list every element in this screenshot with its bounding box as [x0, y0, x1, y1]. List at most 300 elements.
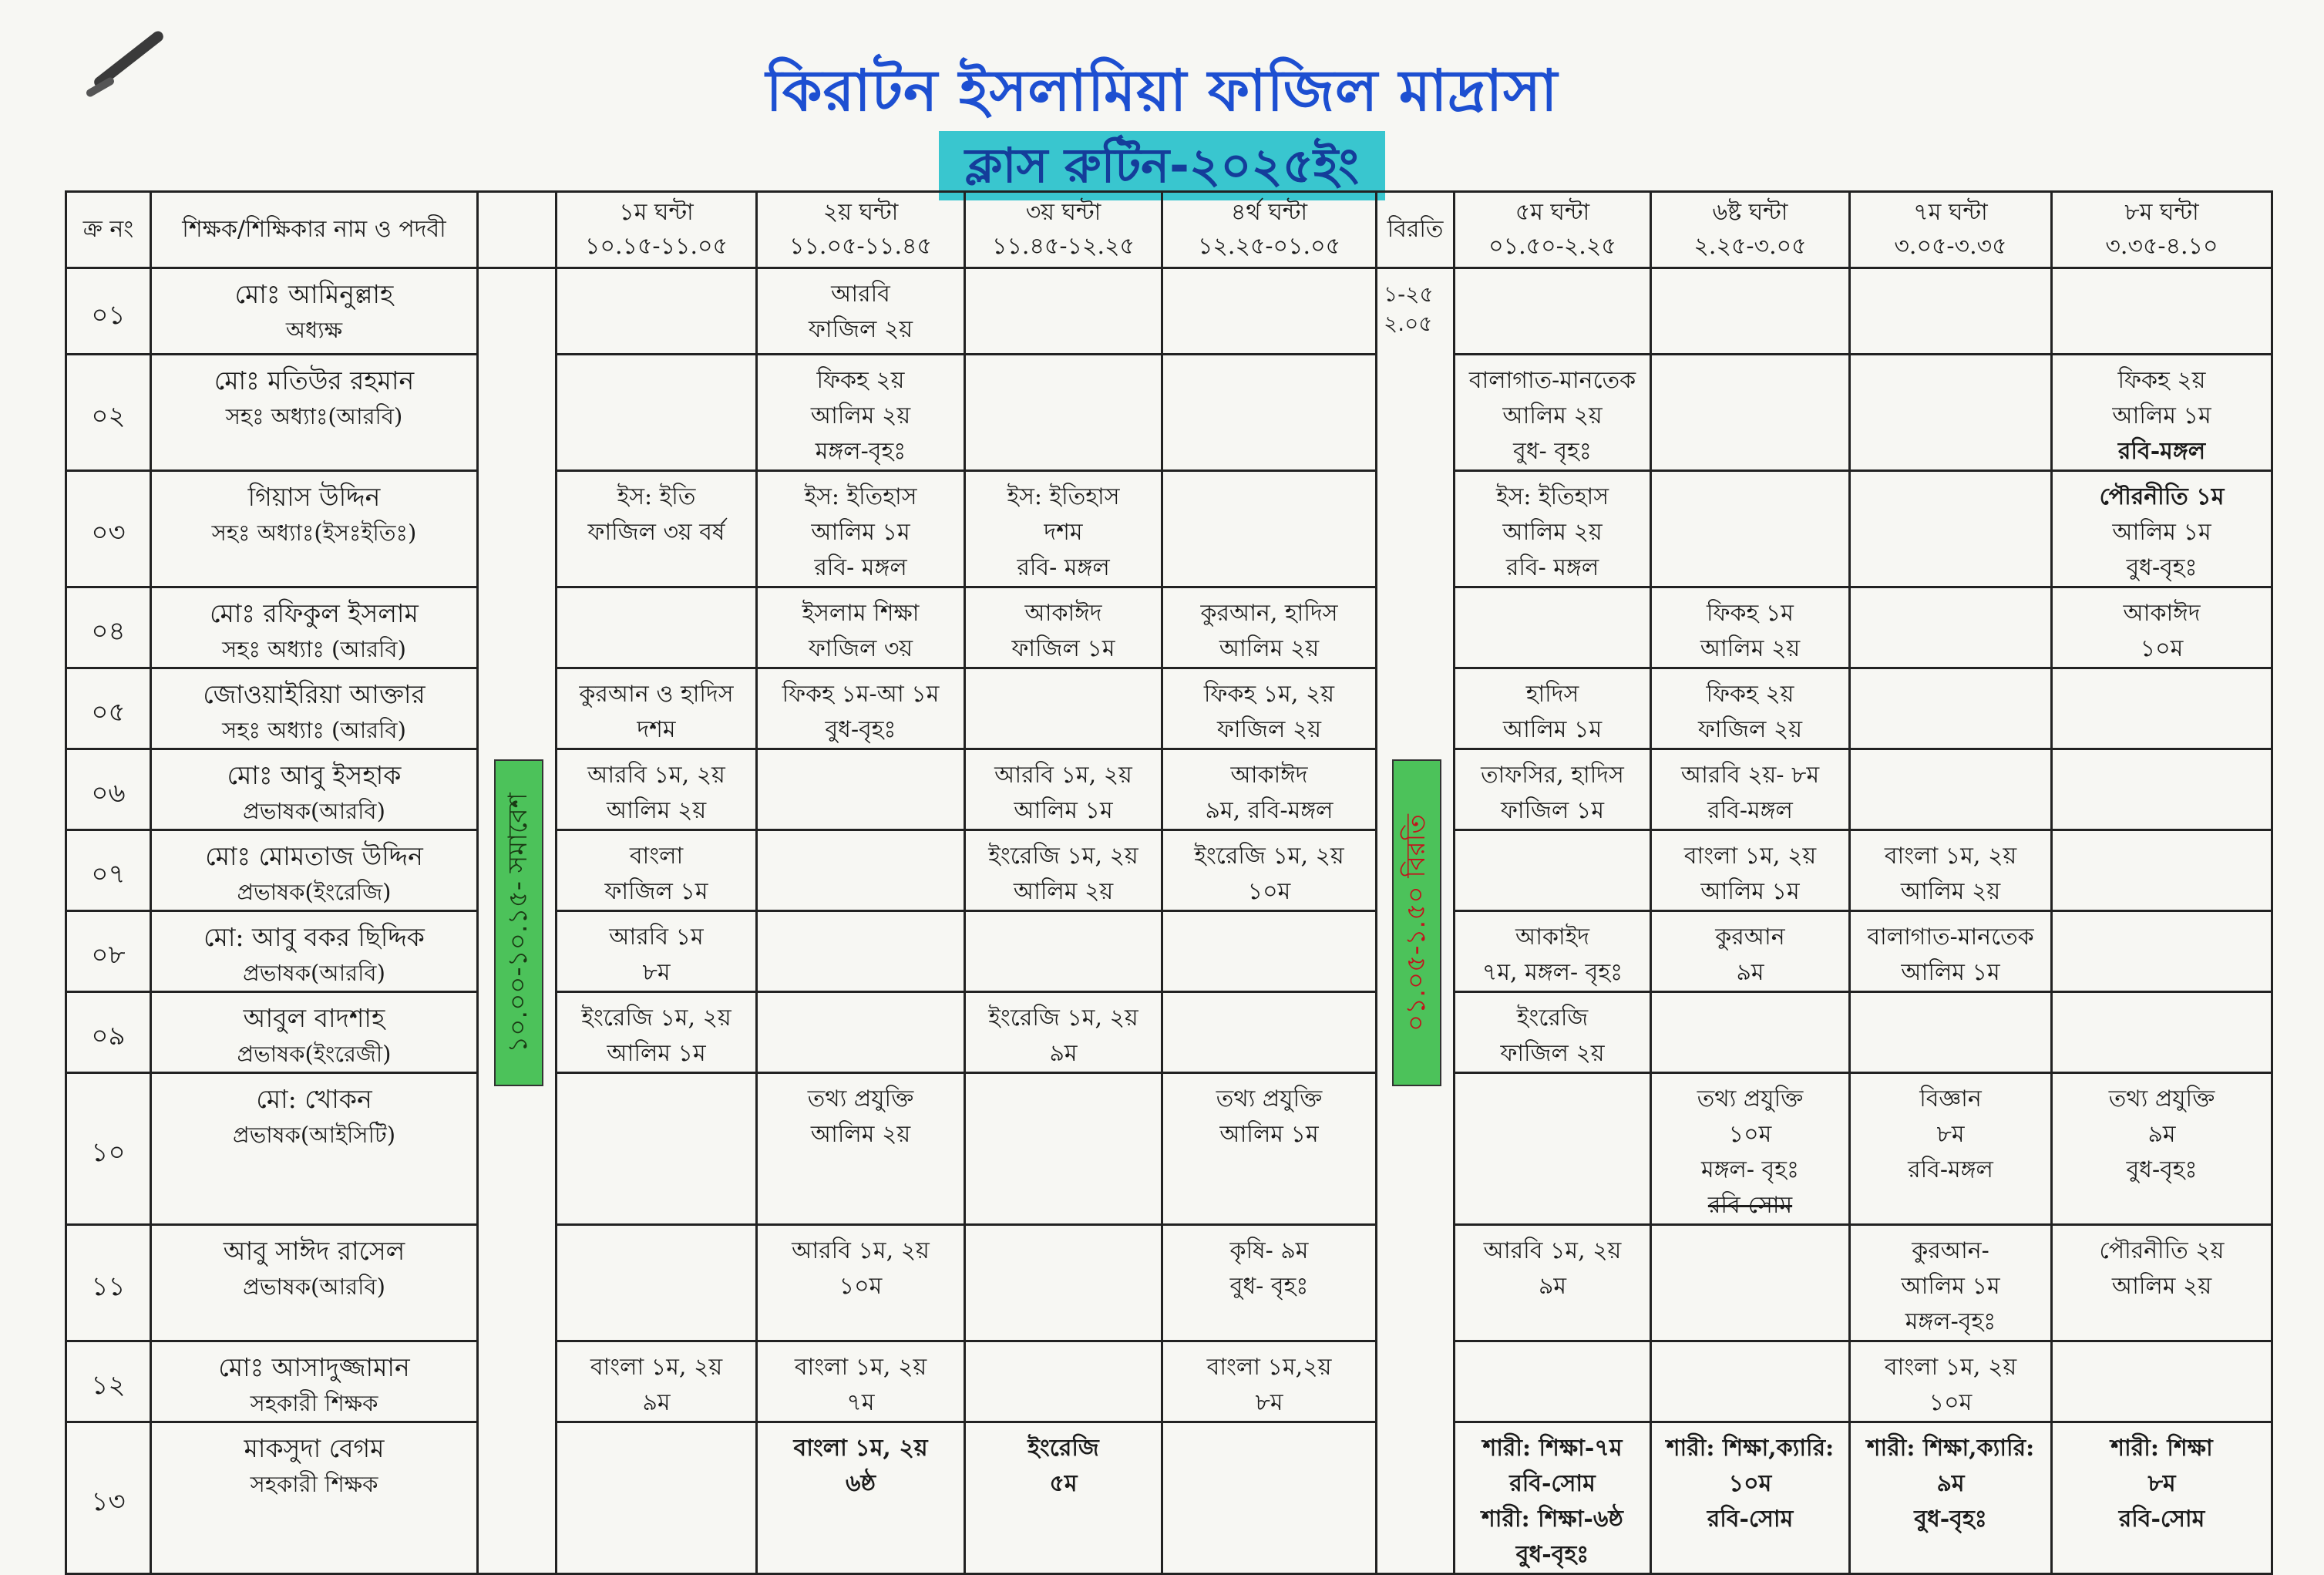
- class-routine-table: [65, 190, 2273, 1575]
- table-row: [66, 911, 2272, 992]
- table-row: [66, 355, 2272, 471]
- period-cell: [1850, 992, 2052, 1073]
- period-cell: [1162, 587, 1377, 668]
- class-entry: মঙ্গল- বৃহঃ: [1700, 1156, 1800, 1183]
- period-cell: [757, 1073, 965, 1225]
- table-row: [66, 1341, 2272, 1422]
- class-entry: ৮ম: [2147, 1470, 2176, 1497]
- class-entry: ইংরেজি ১ম, ২য়: [988, 843, 1138, 870]
- period-cell: [1162, 1422, 1377, 1574]
- serial-cell: ১২: [66, 1341, 151, 1422]
- assembly-band: ১০.০০-১০.১৫- সমাবেশ: [494, 759, 543, 1086]
- period-cell: [965, 911, 1162, 992]
- class-entry: ফাজিল ২য়: [1500, 1040, 1605, 1067]
- serial-cell: ০৭: [66, 830, 151, 911]
- period-cell: [1162, 471, 1377, 587]
- period-cell: [1162, 1341, 1377, 1422]
- period-cell: [965, 992, 1162, 1073]
- period-cell: [1651, 668, 1850, 749]
- period-cell: [1651, 911, 1850, 992]
- teacher-name: মো: আবু বকর ছিদ্দিক: [203, 922, 425, 952]
- period-cell: [965, 1073, 1162, 1225]
- period-cell: [1850, 830, 2052, 911]
- class-entry: আলিম ১ম: [607, 1040, 706, 1067]
- serial-cell: ০২: [66, 355, 151, 471]
- period-cell: [557, 911, 757, 992]
- class-entry: তথ্য প্রযুক্তি: [807, 1085, 914, 1112]
- teacher-name: গিয়াস উদ্দিন: [247, 482, 381, 512]
- period-cell: [1651, 1073, 1850, 1225]
- class-entry: ইংরেজি: [1516, 1005, 1589, 1031]
- serial-cell: ০৫: [66, 668, 151, 749]
- table-row: [66, 587, 2272, 668]
- period-cell: [965, 1341, 1162, 1422]
- teacher-cell: [151, 830, 478, 911]
- class-entry: কুরআন, হাদিস: [1200, 600, 1338, 627]
- period-cell: [557, 355, 757, 471]
- header-row: [66, 192, 2272, 268]
- class-entry: বাংলা ১ম,২য়: [1206, 1354, 1332, 1381]
- class-entry: রবি-সোম: [1707, 1192, 1793, 1219]
- teacher-designation: সহঃ অধ্যাঃ (আরবি): [222, 717, 406, 743]
- teacher-name: মাকসুদা বেগম: [244, 1433, 385, 1463]
- period-cell: [2052, 1225, 2272, 1341]
- period-header-7: ৭ম ঘন্টা ৩.০৫-৩.৩৫: [1850, 192, 2052, 268]
- class-entry: ফাজিল ১ম: [604, 878, 708, 905]
- period-cell: [1162, 1225, 1377, 1341]
- class-entry: হাদিস: [1525, 681, 1579, 708]
- class-entry: ৯ম: [1538, 1273, 1567, 1300]
- class-entry: ১০ম: [1929, 1389, 1973, 1416]
- teacher-name: আবুল বাদশাহ: [243, 1003, 385, 1033]
- class-entry: আলিম ২য়: [810, 1121, 911, 1148]
- period-cell: [965, 830, 1162, 911]
- period-cell: [1651, 1422, 1850, 1574]
- class-entry: বালাগাত-মানতেক: [1468, 367, 1636, 394]
- period-cell: [1455, 911, 1651, 992]
- period-cell: [557, 668, 757, 749]
- class-entry: ফাজিল ২য়: [808, 316, 913, 343]
- break-note-start: ১-২৫: [1384, 281, 1434, 307]
- class-entry: আলিম ১ম: [1219, 1121, 1319, 1148]
- class-entry: ফাজিল ১ম: [1500, 797, 1605, 824]
- class-entry: আরবি ২য়- ৮ম: [1680, 762, 1820, 789]
- serial-cell: ০৯: [66, 992, 151, 1073]
- class-entry: আলিম ২য়: [606, 797, 707, 824]
- period-cell: [1651, 471, 1850, 587]
- period-cell: [1455, 587, 1651, 668]
- class-entry: বাংলা ১ম, ২য়: [590, 1354, 723, 1381]
- teacher-cell: [151, 992, 478, 1073]
- period-header-1: ১ম ঘন্টা ১০.১৫-১১.০৫: [557, 192, 757, 268]
- period-cell: [1162, 992, 1377, 1073]
- period-cell: [557, 749, 757, 830]
- period-cell: [2052, 355, 2272, 471]
- class-entry: ইস: ইতিহাস: [1495, 483, 1609, 510]
- teacher-cell: [151, 1073, 478, 1225]
- class-entry: কুরআন-: [1912, 1237, 1989, 1264]
- period-cell: [2052, 830, 2272, 911]
- class-entry: বুধ-বৃহঃ: [1914, 1506, 1987, 1533]
- table-row: [66, 830, 2272, 911]
- class-entry: ৯ম: [2147, 1121, 2176, 1148]
- period-cell: [1162, 268, 1377, 355]
- period-cell: [757, 268, 965, 355]
- class-entry: শারী: শিক্ষা-৭ম: [1482, 1435, 1623, 1462]
- class-entry: ১০ম: [839, 1273, 883, 1300]
- class-entry: আলিম ২য়: [810, 402, 911, 429]
- period-cell: [757, 471, 965, 587]
- class-entry: ফিকহ ২য়: [1706, 681, 1794, 708]
- class-entry: ৯ম: [1736, 959, 1764, 986]
- class-entry: আলিম ২য়: [2111, 1273, 2212, 1300]
- period-cell: [1455, 830, 1651, 911]
- period-cell: [1651, 1225, 1850, 1341]
- routine-subtitle: ক্লাস রুটিন-২০২৫ইং: [939, 131, 1385, 200]
- class-entry: শারী: শিক্ষা,ক্যারি:: [1866, 1435, 2035, 1462]
- period-cell: [557, 992, 757, 1073]
- class-entry: বাংলা ১ম, ২য়: [1683, 843, 1817, 870]
- class-entry: রবি-সোম: [1707, 1506, 1794, 1533]
- teacher-cell: [151, 668, 478, 749]
- class-entry: ৯ম: [1936, 1470, 1965, 1497]
- period-cell: [557, 830, 757, 911]
- class-entry: ৮ম: [1255, 1389, 1283, 1416]
- period-cell: [1850, 1422, 2052, 1574]
- period-cell: [1651, 587, 1850, 668]
- teacher-cell: [151, 1341, 478, 1422]
- period-cell: [757, 992, 965, 1073]
- class-entry: ইংরেজি ১ম, ২য়: [1194, 843, 1344, 870]
- period-cell: [2052, 911, 2272, 992]
- teacher-cell: [151, 1225, 478, 1341]
- period-cell: [757, 1422, 965, 1574]
- period-header-5: ৫ম ঘন্টা ০১.৫০-২.২৫: [1455, 192, 1651, 268]
- period-cell: [757, 668, 965, 749]
- class-entry: আলিম ২য়: [1900, 878, 2001, 905]
- serial-header: ক্র নং: [66, 192, 151, 268]
- period-cell: [1455, 668, 1651, 749]
- class-entry: বুধ-বৃহঃ: [1515, 1541, 1589, 1568]
- class-entry: বাংলা ১ম, ২য়: [794, 1354, 927, 1381]
- class-entry: ৯ম: [642, 1389, 671, 1416]
- period-cell: [1651, 992, 1850, 1073]
- period-header-3: ৩য় ঘন্টা ১১.৪৫-১২.২৫: [965, 192, 1162, 268]
- table-row: [66, 668, 2272, 749]
- period-cell: [1651, 355, 1850, 471]
- break-header: বিরতি: [1377, 192, 1455, 268]
- class-entry: আলিম ১ম: [1014, 797, 1113, 824]
- class-entry: আকাঈদ: [1230, 762, 1308, 789]
- period-header-8: ৮ম ঘন্টা ৩.৩৫-৪.১০: [2052, 192, 2272, 268]
- teacher-designation: অধ্যক্ষ: [285, 317, 343, 343]
- period-cell: [2052, 1422, 2272, 1574]
- teacher-designation: সহকারী শিক্ষক: [250, 1471, 378, 1497]
- class-entry: ইস: ইতি: [617, 483, 696, 510]
- class-entry: আকাঈদ: [1024, 600, 1102, 627]
- period-cell: [757, 587, 965, 668]
- period-cell: [1455, 1225, 1651, 1341]
- period-cell: [557, 471, 757, 587]
- period-cell: [757, 911, 965, 992]
- class-entry: আলিম ১ম: [1901, 959, 2000, 986]
- period-cell: [557, 1225, 757, 1341]
- period-cell: [1651, 749, 1850, 830]
- class-entry: তথ্য প্রযুক্তি: [1697, 1085, 1804, 1112]
- class-entry: কুরআন: [1715, 924, 1785, 951]
- class-entry: ইস: ইতিহাস: [804, 483, 917, 510]
- period-cell: [1850, 749, 2052, 830]
- class-entry: বাংলা ১ম, ২য়: [793, 1435, 928, 1462]
- period-cell: [757, 830, 965, 911]
- class-entry: আরবি ১ম, ২য়: [1483, 1237, 1622, 1264]
- period-cell: [1162, 749, 1377, 830]
- assembly-column: [478, 268, 557, 1574]
- period-cell: [965, 268, 1162, 355]
- class-entry: আলিম ১ম: [2112, 519, 2211, 546]
- period-cell: [1455, 268, 1651, 355]
- class-entry: আকাঈদ: [2123, 600, 2201, 627]
- period-cell: [557, 1073, 757, 1225]
- teacher-header: শিক্ষক/শিক্ষিকার নাম ও পদবী: [151, 192, 478, 268]
- teacher-cell: [151, 749, 478, 830]
- teacher-name: জোওয়াইরিয়া আক্তার: [203, 679, 425, 709]
- class-entry: বুধ-বৃহঃ: [2126, 1156, 2198, 1183]
- class-entry: আলিম ২য়: [1219, 635, 1320, 662]
- period-cell: [1651, 1341, 1850, 1422]
- period-cell: [1850, 668, 2052, 749]
- period-cell: [1850, 1073, 2052, 1225]
- class-entry: রবি- মঙ্গল: [1017, 554, 1110, 581]
- teacher-name: মোঃ রফিকুল ইসলাম: [210, 598, 419, 628]
- teacher-designation: সহঃ অধ্যাঃ(আরবি): [225, 403, 403, 429]
- period-cell: [1850, 1225, 2052, 1341]
- teacher-cell: [151, 587, 478, 668]
- class-entry: কৃষি- ৯ম: [1229, 1237, 1309, 1264]
- break-band: ০১.০৫-১.৫০ বিরতি: [1392, 759, 1441, 1086]
- class-entry: ফিকহ ২য়: [2117, 367, 2206, 394]
- class-entry: আলিম ১ম: [811, 519, 910, 546]
- period-cell: [1162, 668, 1377, 749]
- period-cell: [1455, 992, 1651, 1073]
- period-header-2: ২য় ঘন্টা ১১.০৫-১১.৪৫: [757, 192, 965, 268]
- period-cell: [1651, 830, 1850, 911]
- class-entry: আরবি ১ম: [609, 924, 704, 951]
- period-cell: [965, 471, 1162, 587]
- class-entry: আলিম ২য়: [1502, 402, 1603, 429]
- class-entry: বাংলা ১ম, ২য়: [1884, 843, 2017, 870]
- class-entry: আলিম ২য়: [1700, 635, 1801, 662]
- class-entry: ইসলাম শিক্ষা: [802, 600, 920, 627]
- serial-cell: ০১: [66, 268, 151, 355]
- teacher-designation: প্রভাষক(আরবি): [243, 798, 385, 824]
- period-cell: [965, 749, 1162, 830]
- class-entry: ফাজিল ২য়: [1216, 716, 1322, 743]
- class-entry: শারী: শিক্ষা-৬ষ্ঠ: [1482, 1506, 1623, 1533]
- period-cell: [965, 1422, 1162, 1574]
- class-entry: বুধ- বৃহঃ: [1513, 438, 1592, 465]
- class-entry: মঙ্গল-বৃহঃ: [1905, 1308, 1996, 1335]
- class-entry: ১০ম: [1728, 1470, 1772, 1497]
- serial-cell: ১০: [66, 1073, 151, 1225]
- teacher-designation: প্রভাষক(আরবি): [243, 960, 385, 986]
- period-cell: [557, 1341, 757, 1422]
- table-row: [66, 1073, 2272, 1225]
- period-cell: [1850, 471, 2052, 587]
- class-entry: পৌরনীতি ১ম: [2099, 483, 2225, 510]
- period-cell: [2052, 471, 2272, 587]
- class-entry: ৯ম, রবি-মঙ্গল: [1205, 797, 1334, 824]
- class-entry: তথ্য প্রযুক্তি: [1216, 1085, 1323, 1112]
- teacher-designation: প্রভাষক(ইংরেজী): [237, 1041, 392, 1067]
- class-entry: ৯ম: [1049, 1040, 1078, 1067]
- table-row: [66, 268, 2272, 355]
- period-cell: [1455, 1422, 1651, 1574]
- period-cell: [965, 668, 1162, 749]
- teacher-name: মোঃ আসাদুজ্জামান: [218, 1352, 410, 1382]
- serial-cell: ১১: [66, 1225, 151, 1341]
- class-entry: রবি-মঙ্গল: [2117, 438, 2206, 465]
- class-entry: পৌরনীতি ২য়: [2099, 1237, 2225, 1264]
- serial-cell: ০৬: [66, 749, 151, 830]
- period-cell: [2052, 992, 2272, 1073]
- table-row: [66, 992, 2272, 1073]
- class-entry: বুধ-বৃহঃ: [825, 716, 896, 743]
- period-cell: [2052, 668, 2272, 749]
- period-header-6: ৬ষ্ট ঘন্টা ২.২৫-৩.০৫: [1651, 192, 1850, 268]
- class-entry: আলিম ২য়: [1502, 519, 1603, 546]
- class-entry: বাংলা: [629, 843, 684, 870]
- class-entry: ৮ম: [1936, 1121, 1965, 1148]
- class-entry: মঙ্গল-বৃহঃ: [815, 438, 906, 465]
- table-row: [66, 749, 2272, 830]
- table-row: [66, 471, 2272, 587]
- table-row: [66, 1225, 2272, 1341]
- class-entry: ফাজিল ৩য় বর্ষ: [587, 519, 725, 546]
- break-column: [1377, 268, 1455, 1574]
- period-cell: [1850, 268, 2052, 355]
- class-entry: দশম: [1044, 519, 1083, 546]
- class-entry: শারী: শিক্ষা,ক্যারি:: [1666, 1435, 1835, 1462]
- class-entry: ৭ম, মঙ্গল- বৃহঃ: [1482, 959, 1623, 986]
- teacher-name: মোঃ মোমতাজ উদ্দিন: [205, 841, 423, 871]
- class-entry: আলিম ১ম: [1700, 878, 1800, 905]
- class-entry: ইংরেজি ১ম, ২য়: [581, 1005, 732, 1031]
- assembly-header: [478, 192, 557, 268]
- period-header-4: ৪র্থ ঘন্টা ১২.২৫-০১.০৫: [1162, 192, 1377, 268]
- teacher-cell: [151, 471, 478, 587]
- teacher-cell: [151, 911, 478, 992]
- teacher-cell: [151, 268, 478, 355]
- class-entry: রবি-সোম: [2118, 1506, 2205, 1533]
- class-entry: তথ্য প্রযুক্তি: [2108, 1085, 2215, 1112]
- class-entry: ফাজিল ১ম: [1011, 635, 1115, 662]
- class-entry: আরবি: [831, 281, 890, 308]
- class-entry: কুরআন ও হাদিস: [579, 681, 734, 708]
- class-entry: ফাজিল ৩য়: [808, 635, 913, 662]
- class-entry: বাংলা ১ম, ২য়: [1884, 1354, 2017, 1381]
- period-cell: [557, 268, 757, 355]
- period-cell: [965, 587, 1162, 668]
- class-entry: আরবি ১ম, ২য়: [587, 762, 725, 789]
- period-cell: [757, 1225, 965, 1341]
- period-cell: [557, 587, 757, 668]
- class-entry: ফিকহ ১ম, ২য়: [1203, 681, 1335, 708]
- class-entry: ৮ম: [642, 959, 671, 986]
- period-cell: [757, 1341, 965, 1422]
- teacher-cell: [151, 1422, 478, 1574]
- teacher-cell: [151, 355, 478, 471]
- period-cell: [1850, 355, 2052, 471]
- teacher-name: মো: খোকন: [256, 1084, 372, 1114]
- period-cell: [1162, 1073, 1377, 1225]
- class-entry: ফাজিল ২য়: [1697, 716, 1803, 743]
- serial-cell: ০৪: [66, 587, 151, 668]
- class-entry: বুধ-বৃহঃ: [2126, 554, 2198, 581]
- class-entry: বালাগাত-মানতেক: [1867, 924, 2034, 951]
- table-row: [66, 1422, 2272, 1574]
- teacher-designation: সহঃ অধ্যাঃ(ইসঃইতিঃ): [211, 520, 417, 546]
- class-entry: রবি- মঙ্গল: [1505, 554, 1599, 581]
- period-cell: [1455, 355, 1651, 471]
- teacher-name: মোঃ মতিউর রহমান: [214, 365, 415, 395]
- period-cell: [1651, 268, 1850, 355]
- period-cell: [2052, 1073, 2272, 1225]
- break-note-end: ২.০৫: [1384, 311, 1433, 336]
- class-entry: ৭ম: [846, 1389, 875, 1416]
- period-cell: [1162, 911, 1377, 992]
- class-entry: ফিকহ ২য়: [816, 367, 905, 394]
- serial-cell: ০৩: [66, 471, 151, 587]
- teacher-name: আবু সাঈদ রাসেল: [223, 1236, 405, 1266]
- class-entry: বিজ্ঞান: [1919, 1085, 1982, 1112]
- period-cell: [1455, 1341, 1651, 1422]
- class-entry: আলিম ১ম: [2112, 402, 2211, 429]
- class-entry: ৬ষ্ঠ: [845, 1470, 876, 1497]
- period-cell: [965, 1225, 1162, 1341]
- class-entry: ইস: ইতিহাস: [1007, 483, 1120, 510]
- class-entry: দশম: [637, 716, 676, 743]
- serial-cell: ১৩: [66, 1422, 151, 1574]
- class-entry: রবি-সোম: [1509, 1470, 1596, 1497]
- class-entry: ফিকহ ১ম: [1707, 600, 1794, 627]
- class-entry: রবি-মঙ্গল: [1707, 797, 1793, 824]
- class-entry: ১০ম: [2140, 635, 2184, 662]
- class-entry: রবি- মঙ্গল: [814, 554, 907, 581]
- class-entry: আরবি ১ম, ২য়: [792, 1237, 930, 1264]
- period-cell: [1162, 355, 1377, 471]
- teacher-designation: প্রভাষক(আরবি): [243, 1274, 385, 1300]
- period-cell: [1455, 1073, 1651, 1225]
- serial-cell: ০৮: [66, 911, 151, 992]
- class-entry: ইংরেজি ১ম, ২য়: [988, 1005, 1138, 1031]
- period-cell: [965, 355, 1162, 471]
- period-cell: [1850, 911, 2052, 992]
- institution-title: কিরাটন ইসলামিয়া ফাজিল মাদ্রাসা: [765, 58, 1559, 124]
- class-entry: রবি-মঙ্গল: [1908, 1156, 1993, 1183]
- period-cell: [757, 749, 965, 830]
- period-cell: [2052, 749, 2272, 830]
- class-entry: ৫ম: [1049, 1470, 1078, 1497]
- teacher-designation: প্রভাষক(আইসিটি): [232, 1122, 396, 1148]
- class-entry: ইংরেজি: [1027, 1435, 1099, 1462]
- period-cell: [2052, 1341, 2272, 1422]
- teacher-name: মোঃ আবু ইসহাক: [227, 760, 402, 790]
- teacher-designation: সহঃ অধ্যাঃ (আরবি): [222, 636, 406, 662]
- class-entry: আলিম ১ম: [1901, 1273, 2000, 1300]
- period-cell: [557, 1422, 757, 1574]
- period-cell: [1162, 830, 1377, 911]
